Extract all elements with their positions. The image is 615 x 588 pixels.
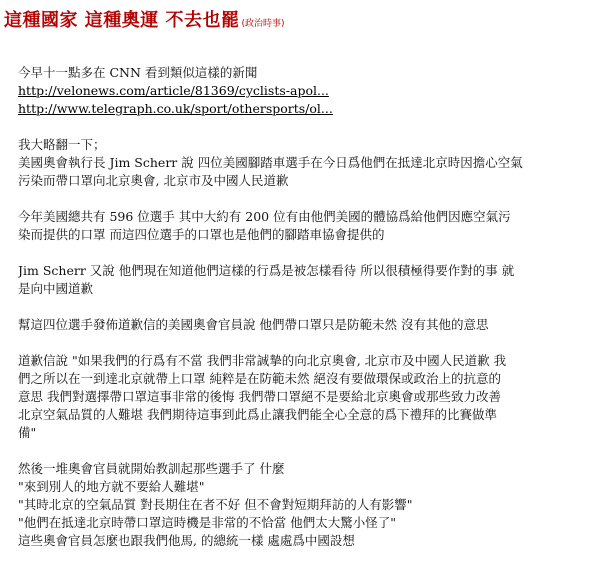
text-line: 們之所以在一到達北京就帶上口罩 純粹是在防範未然 絕沒有要做環保或政治上的抗意的	[18, 371, 501, 386]
text-line: 今年美國總共有 596 位選手 其中大約有 200 位有由他們美國的體協爲給他們因應空氣污	[18, 209, 511, 224]
link-line	[18, 100, 606, 118]
news-link[interactable]: http://www.telegraph.co.uk/sport/othersports/ol...	[18, 101, 333, 116]
text-line: "其時北京的空氣品質 對長期住在者不好 但不會對短期拜訪的人有影響"	[18, 497, 413, 512]
post-body	[18, 64, 606, 550]
paragraph-gap	[18, 298, 606, 316]
post-title: 這種國家 這種奧運 不去也罷	[4, 10, 240, 31]
paragraph-gap	[18, 118, 606, 136]
category-tag[interactable]: (政治時事)	[241, 19, 285, 29]
paragraph	[18, 352, 606, 442]
post-header	[4, 6, 285, 32]
text-line: 今早十一點多在 CNN 看到類似這樣的新聞	[18, 65, 258, 80]
text-line: 備"	[18, 425, 37, 440]
paragraph-gap	[18, 334, 606, 352]
paragraph-gap	[18, 190, 606, 208]
paragraph-gap	[18, 442, 606, 460]
paragraph	[18, 208, 606, 244]
paragraph	[18, 460, 606, 550]
text-line: Jim Scherr 又說 他們現在知道他們這樣的行爲是被怎樣看待 所以很積極得要作對的事 就	[18, 263, 515, 278]
paragraph-gap	[18, 244, 606, 262]
text-line: 污染而帶口罩向北京奧會, 北京市及中國人民道歉	[18, 173, 289, 188]
paragraph	[18, 262, 606, 298]
paragraph	[18, 136, 606, 190]
text-line: 染而提供的口罩 而這四位選手的口罩也是他們的腳踏車協會提供的	[18, 227, 385, 242]
news-link[interactable]: http://velonews.com/article/81369/cyclists-apol...	[18, 83, 329, 98]
text-line: 美國奧會執行長 Jim Scherr 說 四位美國腳踏車選手在今日爲他們在抵達北京時因擔心空氣	[18, 155, 523, 170]
text-line: 我大略翻一下；	[18, 137, 106, 152]
text-line: "來到別人的地方就不要給人難堪"	[18, 479, 205, 494]
link-line	[18, 82, 606, 100]
paragraph	[18, 316, 606, 334]
paragraph	[18, 64, 606, 118]
text-line: 然後一堆奧會官員就開始教訓起那些選手了 什麼	[18, 461, 285, 476]
text-line: 是向中國道歉	[18, 281, 94, 296]
text-line: 意思 我們對選擇帶口罩這事非常的後悔 我們帶口罩絕不是要給北京奧會或那些致力改善	[18, 389, 501, 404]
text-line: 道歉信說 "如果我們的行爲有不當 我們非常誠摯的向北京奧會, 北京市及中國人民道歉 我	[18, 353, 507, 368]
text-line: "他們在抵達北京時帶口罩這時機是非常的不恰當 他們太大驚小怪了"	[18, 515, 396, 530]
text-line: 幫這四位選手發佈道歉信的美國奧會官員說 他們帶口罩只是防範未然 沒有其他的意思	[18, 317, 489, 332]
text-line: 北京空氣品質的人難堪 我們期待這事到此爲止讓我們能全心全意的爲下禮拜的比賽做準	[18, 407, 497, 422]
text-line: 這些奧會官員怎麼也跟我們他馬, 的總統一樣 處處爲中國設想	[18, 533, 355, 548]
